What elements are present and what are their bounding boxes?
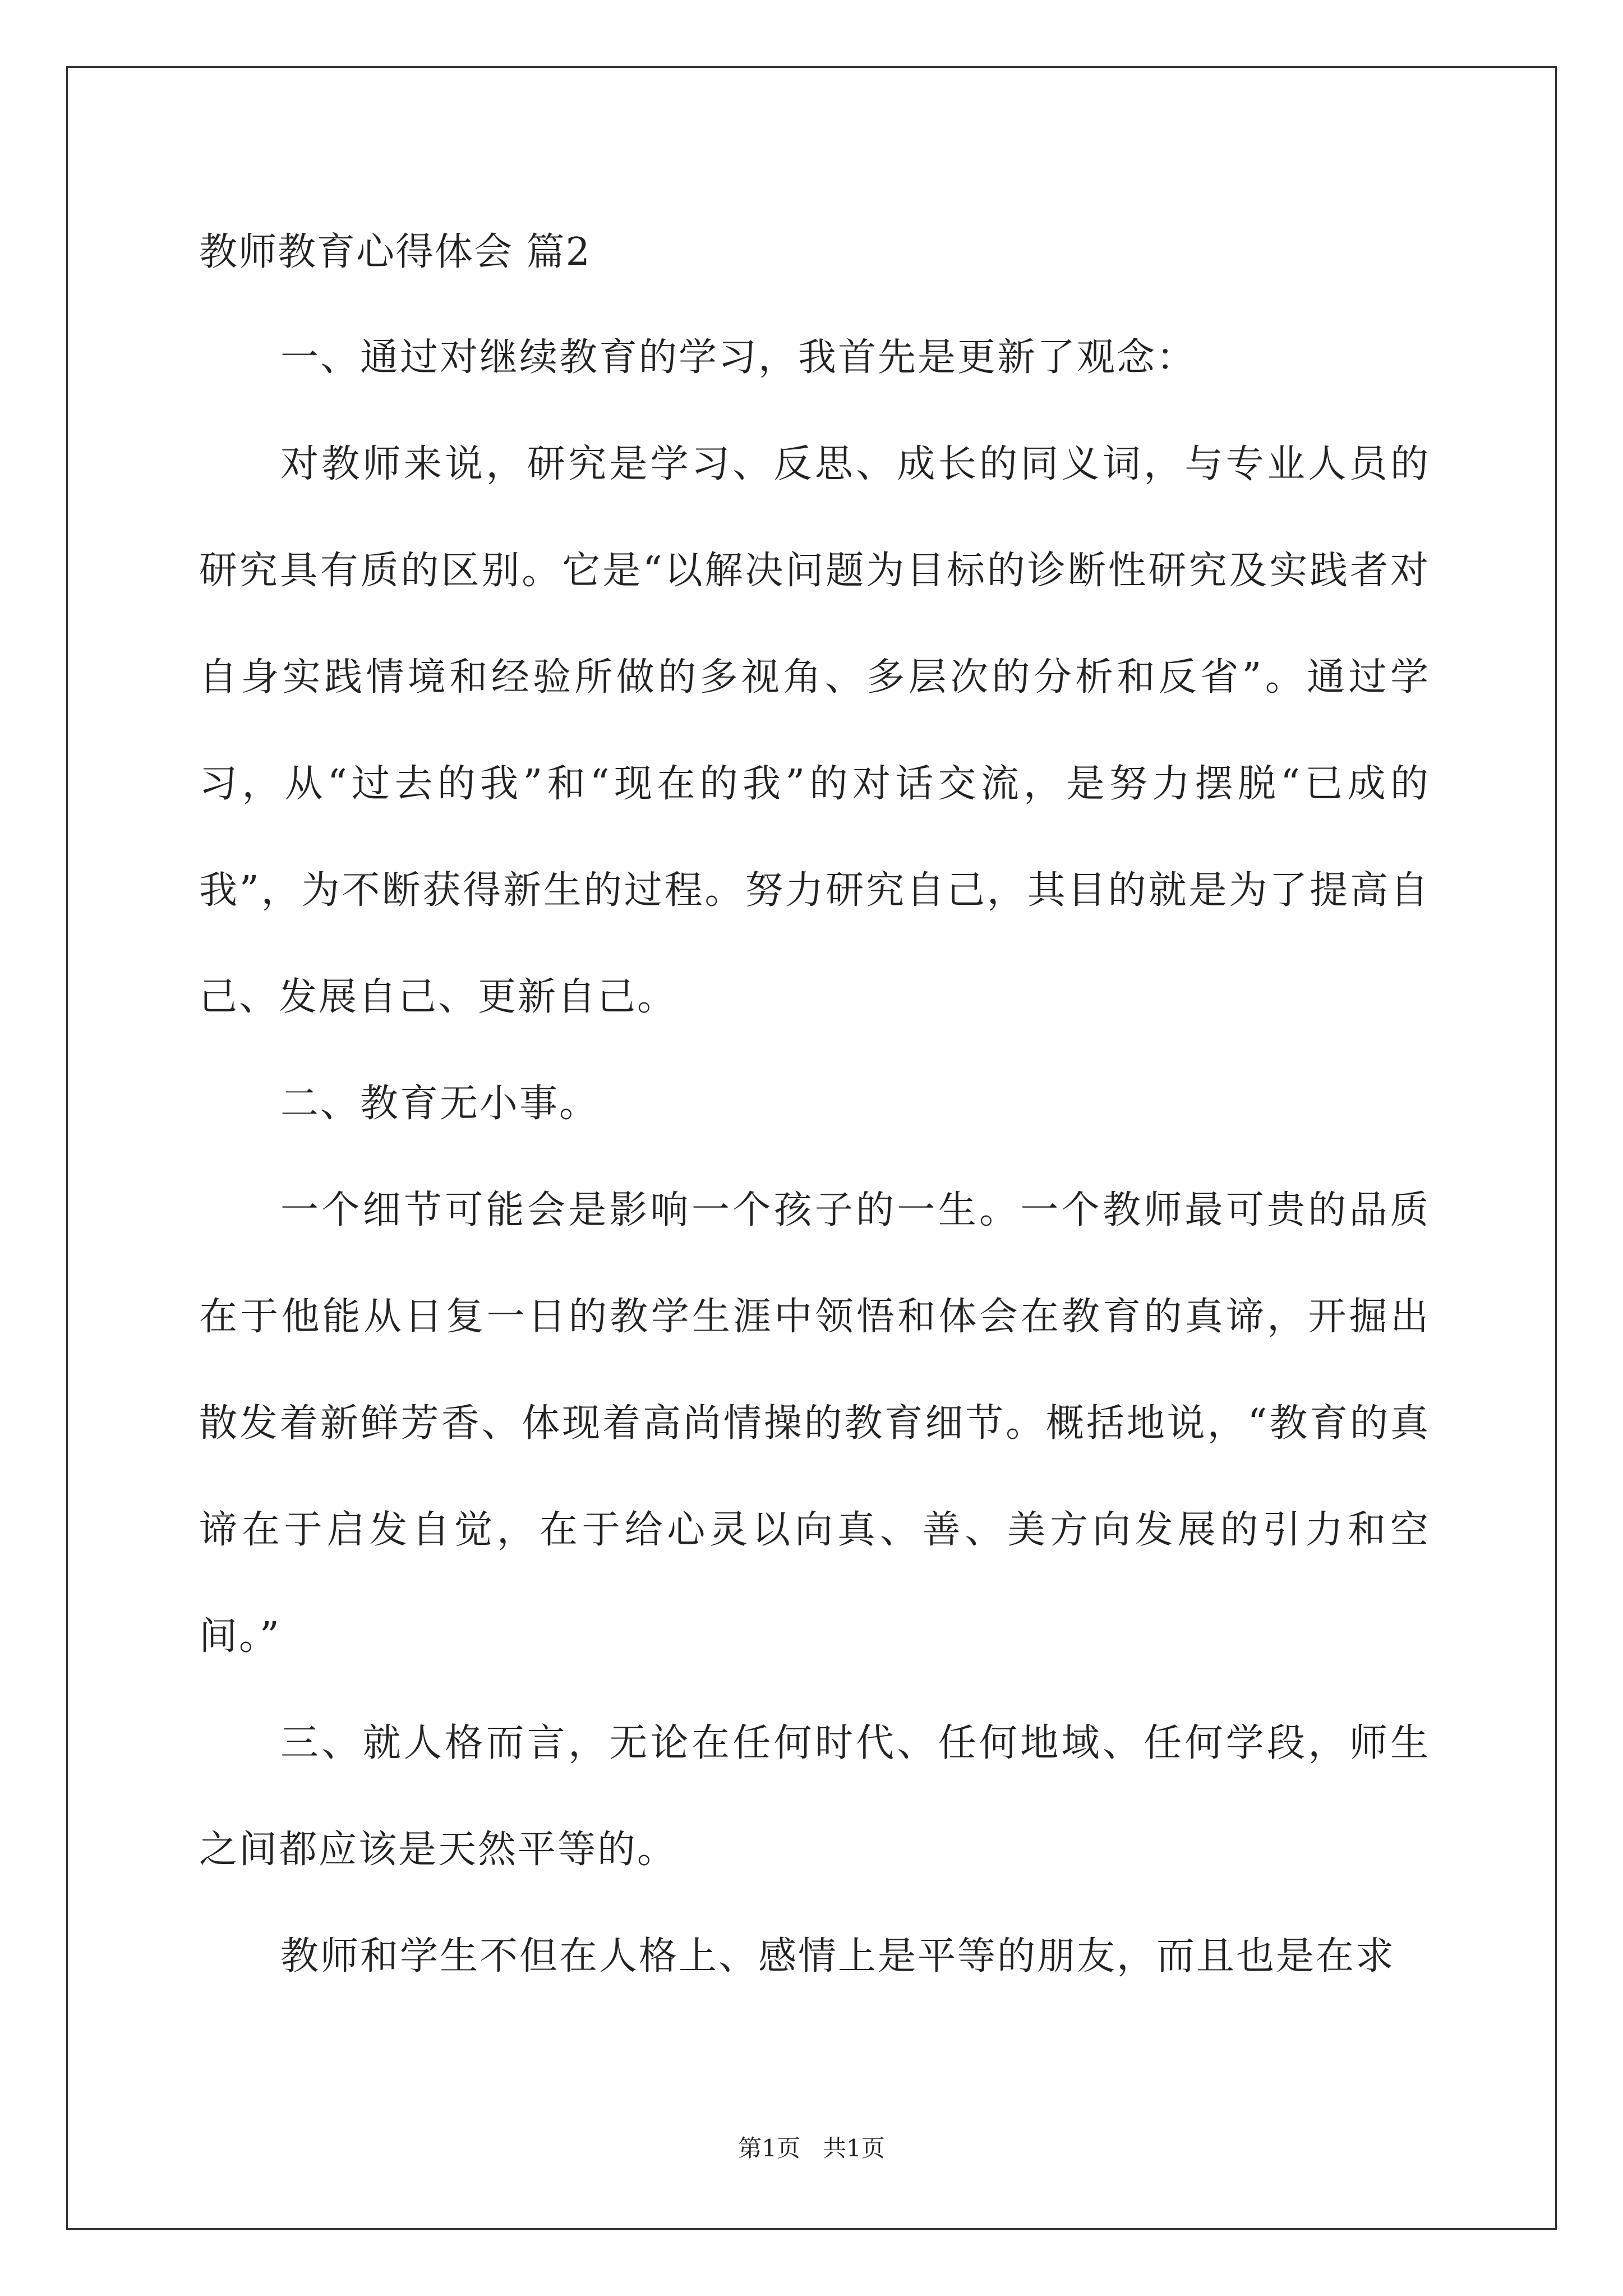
- document-body: [199, 227, 1430, 2010]
- paragraph-6: 教师和学生不但在人格上、感情上是平等的朋友，而且也是在求: [280, 1934, 1396, 1978]
- page-number-footer: 第1页 共1页: [738, 2134, 885, 2162]
- paragraph-3: 二、教育无小事。: [280, 1082, 600, 1126]
- paragraph-2: 对教师来说，研究是学习、反思、成长的同义词，与专业人员的研究具有质的区别。它是“以解决问题为目标的诊断性研究及实践者对自身实践情境和经验所做的多视角、多层次的分析和反省”。通过学习，从“过去的我”和“现在的我”的对话交流，是努力摆脱“已成的我”，为不断获得新生的过程。努力研究自己，其目的就是为了提高自己、发展自己、更新自己。: [199, 442, 1430, 1019]
- document-title: 教师教育心得体会 篇2: [199, 230, 591, 274]
- paragraph-5: 三、就人格而言，无论在任何时代、任何地域、任何学段，师生之间都应该是天然平等的。: [199, 1721, 1430, 1872]
- paragraph-4: 一个细节可能会是影响一个孩子的一生。一个教师最可贵的品质在于他能从日复一日的教学生涯中领悟和体会在教育的真谛，开掘出散发着新鲜芳香、体现着高尚情操的教育细节。概括地说，“教育的真谛在于启发自觉，在于给心灵以向真、善、美方向发展的引力和空间。”: [199, 1188, 1430, 1659]
- paragraph-1: 一、通过对继续教育的学习，我首先是更新了观念：: [280, 335, 1197, 380]
